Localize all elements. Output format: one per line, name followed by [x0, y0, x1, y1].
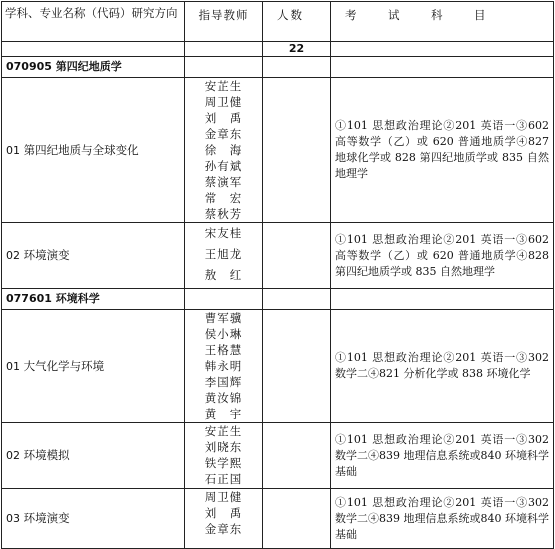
direction-code: 02 — [6, 449, 20, 462]
advisor-name: 石正国 — [204, 472, 243, 486]
direction-code: 02 — [6, 249, 20, 262]
advisor-name: 常 宏 — [204, 191, 243, 205]
direction-label — [2, 78, 185, 223]
subject-code: 077601 — [6, 292, 52, 305]
advisor-name: 韩永明 — [204, 359, 243, 373]
advisor-name: 黄汝锦 — [204, 391, 243, 405]
advisor-name: 宋友桂 — [204, 226, 243, 240]
direction-label — [2, 489, 185, 549]
direction-name: 环境模拟 — [23, 448, 70, 462]
advisor-name: 曹军骥 — [204, 311, 243, 325]
subject-blank — [185, 289, 263, 310]
advisor-name: 安芷生 — [204, 424, 243, 438]
advisor-name: 金章东 — [204, 522, 243, 536]
exam-subjects: ①101 思想政治理论②201 英语一③302 数学二④839 地理信息系统或840 环境科学基础 — [331, 489, 554, 549]
subject-code: 070905 — [6, 60, 52, 73]
advisor-name: 周卫健 — [204, 95, 243, 109]
subject-label — [2, 57, 185, 78]
total-quota: 22 — [263, 42, 331, 57]
direction-quota — [263, 310, 331, 423]
admissions-table — [1, 1, 554, 549]
direction-row — [2, 223, 554, 289]
direction-code: 03 — [6, 512, 20, 525]
advisor-name: 侯小琳 — [204, 327, 243, 341]
advisor-name: 安芷生 — [204, 79, 243, 93]
subject-row — [2, 289, 554, 310]
advisor-list — [185, 423, 263, 489]
advisor-name: 周卫健 — [204, 490, 243, 504]
direction-quota — [263, 78, 331, 223]
direction-label — [2, 223, 185, 289]
advisor-list — [185, 78, 263, 223]
direction-name: 环境演变 — [23, 511, 70, 525]
direction-code: 01 — [6, 143, 20, 157]
advisor-name: 蔡演军 — [204, 175, 243, 189]
exam-subjects: ①101 思想政治理论②201 英语一③602 高等数学（乙）或 620 普通地质学④828 第四纪地质学或 835 自然地理学 — [331, 223, 554, 289]
advisor-name: 蔡秋芳 — [204, 207, 243, 221]
subject-blank — [263, 289, 331, 310]
subject-blank — [263, 57, 331, 78]
direction-name: 第四纪地质与全球变化 — [23, 142, 139, 157]
subject-name: 第四纪地质学 — [55, 60, 122, 73]
direction-name: 环境演变 — [23, 248, 70, 262]
subject-row — [2, 57, 554, 78]
advisor-list — [185, 310, 263, 423]
direction-quota — [263, 423, 331, 489]
direction-label — [2, 310, 185, 423]
advisor-list — [185, 489, 263, 549]
advisor-name: 刘 禹 — [204, 506, 243, 520]
advisor-name: 徐 海 — [204, 143, 243, 157]
direction-row — [2, 310, 554, 423]
direction-quota — [263, 489, 331, 549]
total-blank — [185, 42, 263, 57]
header-quota: 人数 — [263, 2, 331, 42]
subject-blank — [331, 289, 554, 310]
direction-label — [2, 423, 185, 489]
exam-subjects: ①101 思想政治理论②201 英语一③602 高等数学（乙）或 620 普通地质学④827 地球化学或 828 第四纪地质学或 835 自然地理学 — [331, 78, 554, 223]
direction-code: 01 — [6, 359, 20, 373]
header-row — [2, 2, 554, 42]
header-major-direction: 学科、专业名称（代码）研究方向 — [2, 2, 185, 42]
advisor-list — [185, 223, 263, 289]
subject-blank — [331, 57, 554, 78]
direction-quota — [263, 223, 331, 289]
advisor-name: 铁学熙 — [204, 456, 243, 470]
total-row — [2, 42, 554, 57]
direction-row — [2, 489, 554, 549]
subject-label — [2, 289, 185, 310]
advisor-name: 刘 禹 — [204, 111, 243, 125]
header-advisors: 指导教师 — [185, 2, 263, 42]
direction-name: 大气化学与环境 — [23, 358, 105, 373]
advisor-name: 刘晓东 — [204, 440, 243, 454]
advisor-name: 李国辉 — [204, 375, 243, 389]
total-blank — [2, 42, 185, 57]
advisor-name: 金章东 — [204, 127, 243, 141]
advisor-name: 黄 宇 — [204, 407, 243, 421]
subject-blank — [185, 57, 263, 78]
total-blank — [331, 42, 554, 57]
advisor-name: 敖 红 — [204, 268, 243, 282]
direction-row — [2, 423, 554, 489]
advisor-name: 孙有斌 — [204, 159, 243, 173]
advisor-name: 王旭龙 — [204, 247, 243, 261]
subject-name: 环境科学 — [55, 292, 100, 305]
header-exam-subjects: 考 试 科 目 — [331, 2, 554, 42]
direction-row — [2, 78, 554, 223]
advisor-name: 王格慧 — [204, 343, 243, 357]
exam-subjects: ①101 思想政治理论②201 英语一③302 数学二④839 地理信息系统或840 环境科学基础 — [331, 423, 554, 489]
exam-subjects: ①101 思想政治理论②201 英语一③302 数学二④821 分析化学或 838 环境化学 — [331, 310, 554, 423]
